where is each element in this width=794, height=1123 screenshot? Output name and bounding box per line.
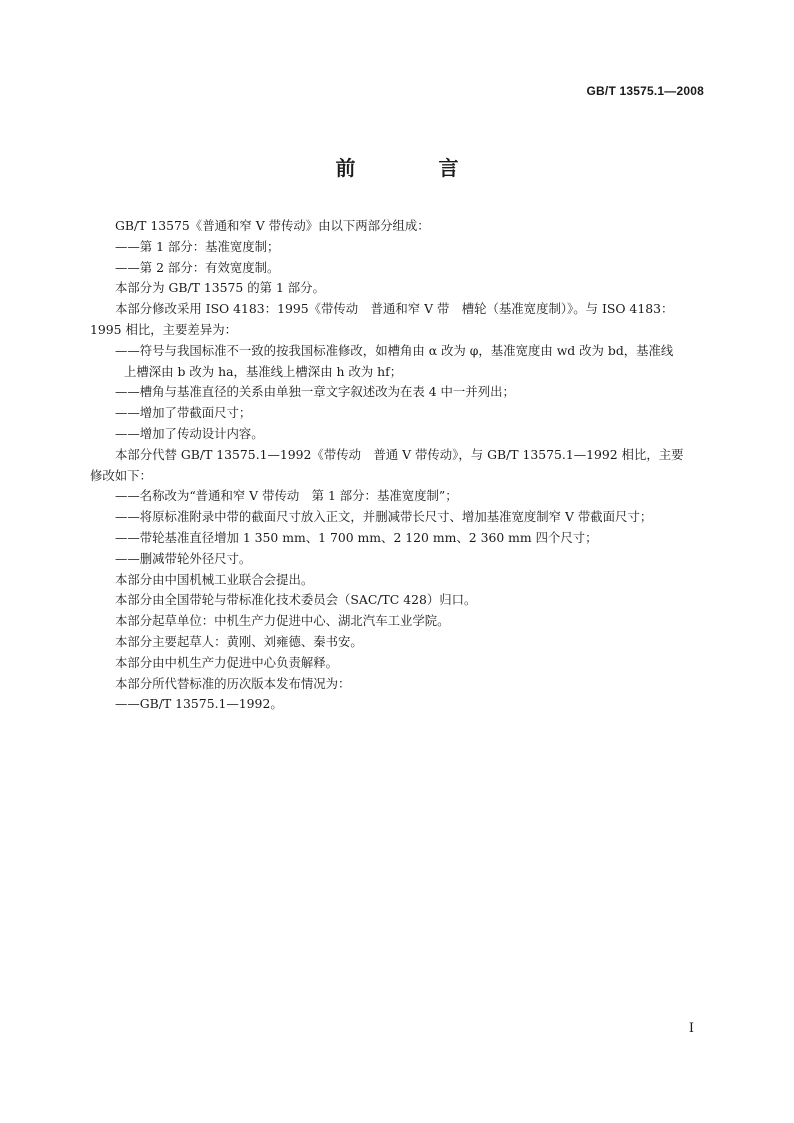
list-item: ——将原标准附录中带的截面尺寸放入正文，并删减带长尺寸、增加基准宽度制窄 V 带截面尺寸； xyxy=(115,509,653,525)
paragraph: 本部分由中国机械工业联合会提出。 xyxy=(115,571,314,587)
list-item: ——第 2 部分：有效宽度制。 xyxy=(115,259,280,275)
list-item: ——删减带轮外径尺寸。 xyxy=(115,550,252,566)
list-item: ——槽角与基准直径的关系由单独一章文字叙述改为在表 4 中一并列出； xyxy=(115,384,515,400)
list-item: ——符号与我国标准不一致的按我国标准修改，如槽角由 α 改为 φ，基准宽度由 wd 改为 bd，基准线 xyxy=(115,342,674,358)
paragraph: 本部分所代替标准的历次版本发布情况为： xyxy=(115,675,351,691)
list-item-continuation: 上槽深由 b 改为 ha，基准线上槽深由 h 改为 hf； xyxy=(124,363,403,379)
list-item: ——名称改为“普通和窄 V 带传动 第 1 部分：基准宽度制”； xyxy=(115,488,458,504)
paragraph: 本部分由全国带轮与带标准化技术委员会（SAC/TC 428）归口。 xyxy=(115,592,477,608)
paragraph: 本部分主要起草人：黄刚、刘雍德、秦书安。 xyxy=(115,633,363,649)
paragraph: 本部分由中机生产力促进中心负责解释。 xyxy=(115,654,339,670)
paragraph: 本部分为 GB/T 13575 的第 1 部分。 xyxy=(115,280,325,296)
paragraph: GB/T 13575《普通和窄 V 带传动》由以下两部分组成： xyxy=(115,218,430,233)
paragraph-continuation: 1995 相比，主要差异为： xyxy=(90,321,237,337)
page-title: 前 言 xyxy=(335,156,497,180)
document-body xyxy=(90,216,704,715)
paragraph: 本部分代替 GB/T 13575.1—1992《带传动 普通 V 带传动》，与 GB/T 13575.1—1992 相比，主要 xyxy=(115,446,684,462)
standard-code: GB/T 13575.1—2008 xyxy=(586,84,704,98)
paragraph-continuation: 修改如下： xyxy=(90,467,152,483)
page-number: I xyxy=(688,1021,694,1036)
list-item: ——第 1 部分：基准宽度制； xyxy=(115,238,280,254)
paragraph: 本部分起草单位：中机生产力促进中心、湖北汽车工业学院。 xyxy=(115,613,450,629)
paragraph: 本部分修改采用 ISO 4183：1995《带传动 普通和窄 V 带 槽轮（基准宽度制）》。与 ISO 4183： xyxy=(115,301,674,317)
list-item: ——增加了传动设计内容。 xyxy=(115,425,264,441)
list-item: ——GB/T 13575.1—1992。 xyxy=(115,696,283,712)
list-item: ——增加了带截面尺寸； xyxy=(115,405,252,421)
list-item: ——带轮基准直径增加 1 350 mm、1 700 mm、2 120 mm、2 360 mm 四个尺寸； xyxy=(115,529,598,545)
